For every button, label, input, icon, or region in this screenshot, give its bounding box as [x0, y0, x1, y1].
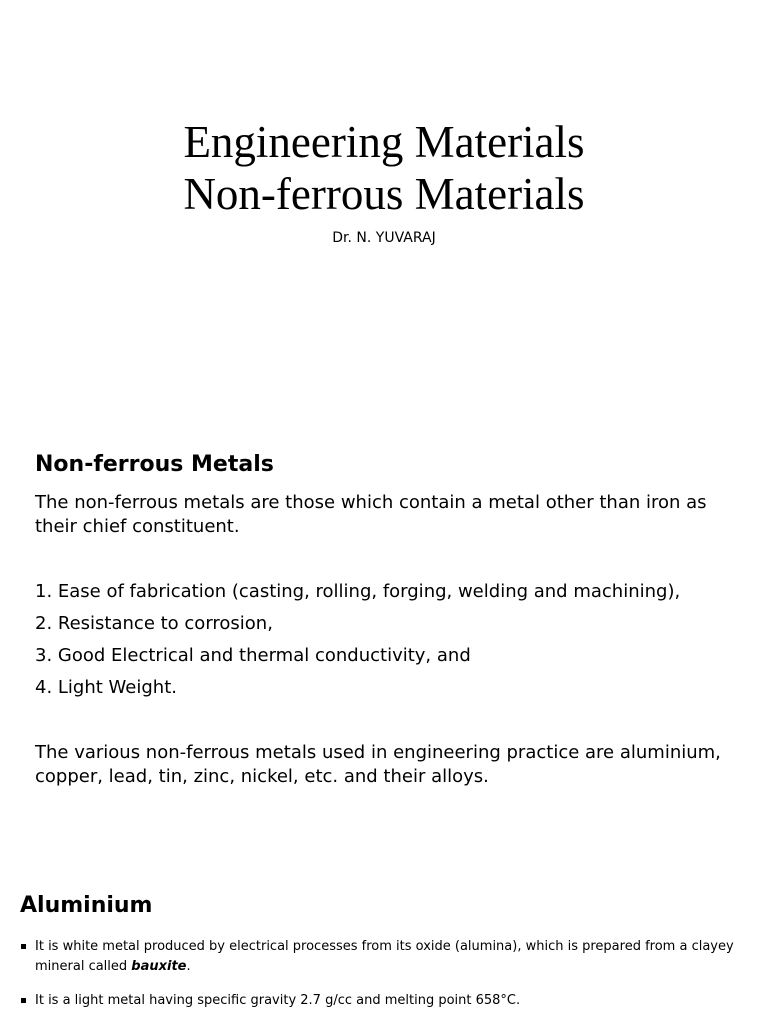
bullet-text: It is a light metal having specific gravity 2.7 g/cc and melting point 658°C.: [35, 993, 521, 1008]
title-line-2: Non-ferrous Materials: [183, 169, 585, 219]
title-line-1: Engineering Materials: [183, 117, 585, 167]
list-item: 1. Ease of fabrication (casting, rolling, forging, welding and machining),: [35, 581, 681, 602]
intro-paragraph: The non-ferrous metals are those which contain a metal other than iron as their chief constituent.: [35, 492, 707, 537]
outro-paragraph: The various non-ferrous metals used in engineering practice are aluminium, copper, lead, tin, zinc, nickel, etc. and their alloys.: [35, 742, 721, 787]
list-item: 4. Light Weight.: [35, 677, 177, 698]
bullet-emphasis: bauxite: [131, 959, 187, 974]
title-slide: [0, 0, 768, 432]
bullet-item: [20, 991, 740, 1011]
bullet-end: .: [186, 959, 191, 974]
section-heading: Aluminium: [20, 893, 153, 918]
section-heading: Non-ferrous Metals: [35, 452, 274, 477]
slide-title: [0, 116, 768, 220]
aluminium-bullets: [20, 937, 740, 1024]
aluminium-slide: [0, 864, 768, 1024]
bullet-item: [20, 937, 740, 977]
list-item: 3. Good Electrical and thermal conductivity, and: [35, 645, 471, 666]
bullet-text: It is white metal produced by electrical processes from its oxide (alumina), which is prepared from a clayey mineral called: [35, 939, 734, 974]
list-item: 2. Resistance to corrosion,: [35, 613, 273, 634]
square-bullet-icon: [21, 944, 26, 949]
non-ferrous-metals-slide: [0, 432, 768, 864]
properties-list: [35, 580, 680, 708]
square-bullet-icon: [21, 998, 26, 1003]
author-name: Dr. N. YUVARAJ: [332, 230, 436, 246]
